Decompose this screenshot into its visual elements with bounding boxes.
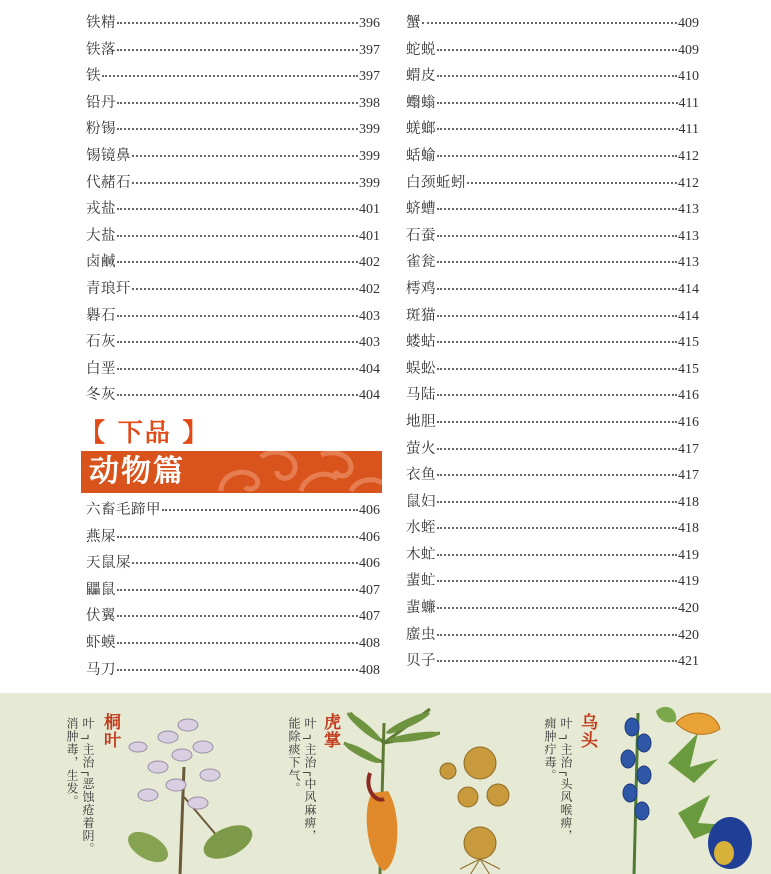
dot-leader <box>437 48 677 51</box>
toc-entry-name: 衣鱼 <box>406 467 436 484</box>
herb-text-2a: 叶 ┐主治┌中风麻痹， <box>303 717 317 843</box>
dot-leader <box>437 393 677 396</box>
toc-entry <box>86 497 380 524</box>
dot-leader <box>437 287 677 290</box>
dot-leader <box>117 207 358 210</box>
toc-left-bottom <box>86 497 380 683</box>
toc-entry-name: 石灰 <box>86 334 116 351</box>
toc-entry-name: 蛴螬 <box>406 201 436 218</box>
section-banner <box>81 451 382 493</box>
toc-entry-page: 403 <box>359 335 380 351</box>
toc-entry-name: 雀瓮 <box>406 254 436 271</box>
toc-entry-name: 蜚蠊 <box>406 600 436 617</box>
toc-entry <box>406 116 699 143</box>
toc-entry <box>406 276 699 303</box>
paulownia-flower-icon <box>118 707 258 874</box>
toc-entry-page: 416 <box>678 414 699 430</box>
dot-leader <box>437 473 677 476</box>
toc-entry-page: 410 <box>678 69 699 85</box>
toc-entry-page: 398 <box>359 95 380 111</box>
toc-entry-page: 406 <box>359 529 380 545</box>
toc-entry <box>86 170 380 197</box>
toc-entry-page: 409 <box>678 16 699 31</box>
dot-leader <box>437 234 677 237</box>
dot-leader <box>437 127 678 130</box>
toc-entry-page: 421 <box>678 654 699 670</box>
toc-entry-page: 407 <box>359 582 380 598</box>
toc-entry-name: 鼺鼠 <box>86 581 116 598</box>
toc-entry <box>86 276 380 303</box>
toc-entry-name: 粉锡 <box>86 121 116 138</box>
toc-entry-page: 409 <box>678 42 699 58</box>
toc-entry-name: 锡镜鼻 <box>86 147 131 164</box>
toc-entry-page: 402 <box>359 255 380 271</box>
toc-right <box>406 10 699 675</box>
herb-title-1: 桐叶 <box>100 713 120 749</box>
dot-leader <box>437 526 677 529</box>
toc-entry-name: 蠮螉 <box>406 94 436 111</box>
toc-entry-name: 斑猫 <box>406 307 436 324</box>
toc-entry-page: 416 <box>678 388 699 404</box>
toc-entry-name: 冬灰 <box>86 387 116 404</box>
pinellia-plant-icon <box>340 703 530 874</box>
dot-leader <box>117 234 358 237</box>
toc-entry-page: 417 <box>678 468 699 484</box>
dot-leader <box>132 181 358 184</box>
dot-leader <box>117 101 358 104</box>
herb-text-2b: 能除痰下气。 <box>287 717 301 795</box>
toc-entry <box>406 382 699 409</box>
toc-entry-name: 蜈蚣 <box>406 360 436 377</box>
toc-entry-page: 414 <box>678 281 699 297</box>
dot-leader <box>437 314 677 317</box>
dot-leader <box>117 535 358 538</box>
toc-entry <box>406 303 699 330</box>
toc-entry-name: 六畜毛蹄甲 <box>86 502 161 518</box>
dot-leader <box>117 127 358 130</box>
toc-entry-name: 蜣螂 <box>406 121 436 138</box>
toc-entry-page: 403 <box>359 308 380 324</box>
toc-entry <box>86 657 380 684</box>
dot-leader <box>117 48 358 51</box>
dot-leader <box>132 287 358 290</box>
toc-entry-name: 白颈蚯蚓 <box>406 174 466 191</box>
toc-entry-name: 大盐 <box>86 227 116 244</box>
toc-entry-page: 404 <box>359 361 380 377</box>
herb-text-3a: 叶 ┐主治┌头风喉痹， <box>559 717 573 843</box>
toc-entry-page: 413 <box>678 202 699 218</box>
toc-entry <box>86 550 380 577</box>
toc-entry-page: 401 <box>359 228 380 244</box>
toc-entry-page: 412 <box>678 148 699 164</box>
section-grade-label: 【 下品 】 <box>80 418 210 447</box>
dot-leader <box>102 74 358 77</box>
dot-leader <box>117 367 358 370</box>
herb-text-1b: 消肿毒，生发。 <box>65 717 79 808</box>
toc-entry-page: 419 <box>678 547 699 563</box>
toc-entry-name: 蛞蝓 <box>406 147 436 164</box>
dot-leader <box>437 633 677 636</box>
toc-entry-name: 木虻 <box>406 546 436 563</box>
toc-entry-page: 406 <box>359 503 380 518</box>
toc-entry-page: 418 <box>678 494 699 510</box>
dot-leader <box>437 579 677 582</box>
section-grade <box>80 413 209 449</box>
dot-leader <box>117 668 358 671</box>
toc-entry <box>86 356 380 383</box>
dot-leader <box>117 641 358 644</box>
toc-entry <box>86 223 380 250</box>
toc-entry-name: 白垩 <box>86 360 116 377</box>
dot-leader <box>117 614 358 617</box>
aconite-plant-icon <box>598 703 768 874</box>
herb-title-2: 虎掌 <box>320 713 340 749</box>
toc-entry-name: 虾蟆 <box>86 634 116 651</box>
toc-entry-name: 代赭石 <box>86 174 131 191</box>
toc-entry <box>406 356 699 383</box>
herb-illustration-strip <box>0 693 771 874</box>
toc-entry-page: 408 <box>359 662 380 678</box>
toc-entry-name: 鼠妇 <box>406 493 436 510</box>
toc-entry-name: 燕屎 <box>86 528 116 545</box>
toc-entry-page: 418 <box>678 521 699 537</box>
toc-entry-name: 铁精 <box>86 15 116 31</box>
toc-entry-page: 413 <box>678 228 699 244</box>
toc-entry-name: 蛇蜕 <box>406 41 436 58</box>
herb-text-1a: 叶 ┐主治┌恶蚀疮着阴。 <box>81 717 95 856</box>
dot-leader <box>422 21 677 24</box>
toc-entry-name: 马陆 <box>406 387 436 404</box>
toc-entry-name: 伏翼 <box>86 608 116 625</box>
toc-entry-name: 铅丹 <box>86 94 116 111</box>
dot-leader <box>117 393 358 396</box>
dot-leader <box>117 588 358 591</box>
toc-entry-page: 417 <box>678 441 699 457</box>
dot-leader <box>437 154 677 157</box>
toc-entry-page: 413 <box>678 255 699 271</box>
toc-entry-page: 420 <box>678 601 699 617</box>
toc-entry <box>86 90 380 117</box>
toc-entry <box>86 10 380 37</box>
toc-entry-name: 礜石 <box>86 307 116 324</box>
dot-leader <box>437 447 677 450</box>
dot-leader <box>117 340 358 343</box>
dot-leader <box>437 500 677 503</box>
toc-entry <box>406 90 699 117</box>
dot-leader <box>437 420 677 423</box>
toc-entry <box>406 622 699 649</box>
dot-leader <box>162 508 358 511</box>
toc-entry-page: 401 <box>359 202 380 218</box>
toc-entry <box>406 648 699 675</box>
toc-entry <box>406 170 699 197</box>
toc-entry <box>406 568 699 595</box>
toc-entry <box>406 223 699 250</box>
toc-entry <box>406 462 699 489</box>
toc-entry-page: 406 <box>359 556 380 572</box>
toc-entry-name: 蝼蛄 <box>406 334 436 351</box>
toc-entry <box>86 37 380 64</box>
toc-entry <box>86 249 380 276</box>
toc-entry-name: 萤火 <box>406 440 436 457</box>
toc-entry <box>406 489 699 516</box>
toc-entry-name: 戎盐 <box>86 201 116 218</box>
toc-entry <box>86 196 380 223</box>
toc-entry <box>86 143 380 170</box>
dot-leader <box>132 561 358 564</box>
toc-entry <box>406 436 699 463</box>
toc-entry-name: 蜚虻 <box>406 573 436 590</box>
toc-entry-name: 天鼠屎 <box>86 555 131 572</box>
toc-entry-name: 樗鸡 <box>406 280 436 297</box>
toc-entry <box>86 63 380 90</box>
toc-entry <box>406 10 699 37</box>
toc-entry-page: 407 <box>359 609 380 625</box>
toc-entry-page: 419 <box>678 574 699 590</box>
toc-entry-page: 412 <box>678 175 699 191</box>
toc-entry-name: 铁 <box>86 68 101 85</box>
toc-entry-page: 408 <box>359 635 380 651</box>
dot-leader <box>437 553 677 556</box>
toc-entry <box>406 249 699 276</box>
toc-entry <box>406 542 699 569</box>
toc-entry <box>406 63 699 90</box>
toc-entry <box>86 577 380 604</box>
dot-leader <box>437 260 677 263</box>
toc-entry <box>406 515 699 542</box>
dot-leader <box>437 606 677 609</box>
dot-leader <box>437 207 677 210</box>
toc-entry <box>86 303 380 330</box>
toc-entry-name: 蟹 <box>406 15 421 31</box>
toc-entry <box>86 382 380 409</box>
cloud-pattern-icon <box>201 451 382 493</box>
toc-entry-name: 贝子 <box>406 653 436 670</box>
dot-leader <box>437 74 677 77</box>
toc-entry-page: 411 <box>678 95 699 111</box>
dot-leader <box>437 340 677 343</box>
toc-entry-name: 卤鹹 <box>86 254 116 271</box>
toc-entry-name: 马刀 <box>86 661 116 678</box>
toc-entry-page: 399 <box>359 175 380 191</box>
toc-entry-page: 399 <box>359 122 380 138</box>
toc-entry <box>86 603 380 630</box>
toc-entry-name: 铁落 <box>86 41 116 58</box>
toc-entry-page: 399 <box>359 148 380 164</box>
toc-entry <box>406 37 699 64</box>
toc-left-top <box>86 10 380 409</box>
toc-entry-name: 蝟皮 <box>406 68 436 85</box>
toc-entry-page: 402 <box>359 281 380 297</box>
dot-leader <box>437 659 677 662</box>
dot-leader <box>117 314 358 317</box>
section-title: 动物篇 <box>89 454 185 489</box>
toc-entry-page: 397 <box>359 42 380 58</box>
toc-entry-name: 䗪虫 <box>406 626 436 643</box>
dot-leader <box>437 101 678 104</box>
herb-text-3b: 痈肿疔毒。 <box>543 717 557 782</box>
dot-leader <box>467 181 677 184</box>
toc-entry <box>86 630 380 657</box>
toc-entry-page: 415 <box>678 335 699 351</box>
dot-leader <box>117 260 358 263</box>
toc-entry <box>86 524 380 551</box>
toc-entry <box>406 409 699 436</box>
toc-entry <box>86 116 380 143</box>
toc-entry-page: 414 <box>678 308 699 324</box>
toc-entry-page: 396 <box>359 16 380 31</box>
toc-entry <box>406 329 699 356</box>
toc-entry-name: 地胆 <box>406 413 436 430</box>
toc-entry-page: 415 <box>678 361 699 377</box>
toc-entry-name: 水蛭 <box>406 520 436 537</box>
dot-leader <box>437 367 677 370</box>
toc-entry-name: 石蚕 <box>406 227 436 244</box>
herb-title-3: 乌头 <box>577 713 597 749</box>
toc-entry-page: 404 <box>359 388 380 404</box>
dot-leader <box>117 21 358 24</box>
toc-entry-page: 411 <box>678 122 699 138</box>
toc-entry-name: 青琅玕 <box>86 280 131 297</box>
toc-entry <box>86 329 380 356</box>
toc-entry-page: 397 <box>359 69 380 85</box>
dot-leader <box>132 154 358 157</box>
toc-entry <box>406 143 699 170</box>
toc-entry <box>406 196 699 223</box>
toc-entry <box>406 595 699 622</box>
toc-entry-page: 420 <box>678 627 699 643</box>
